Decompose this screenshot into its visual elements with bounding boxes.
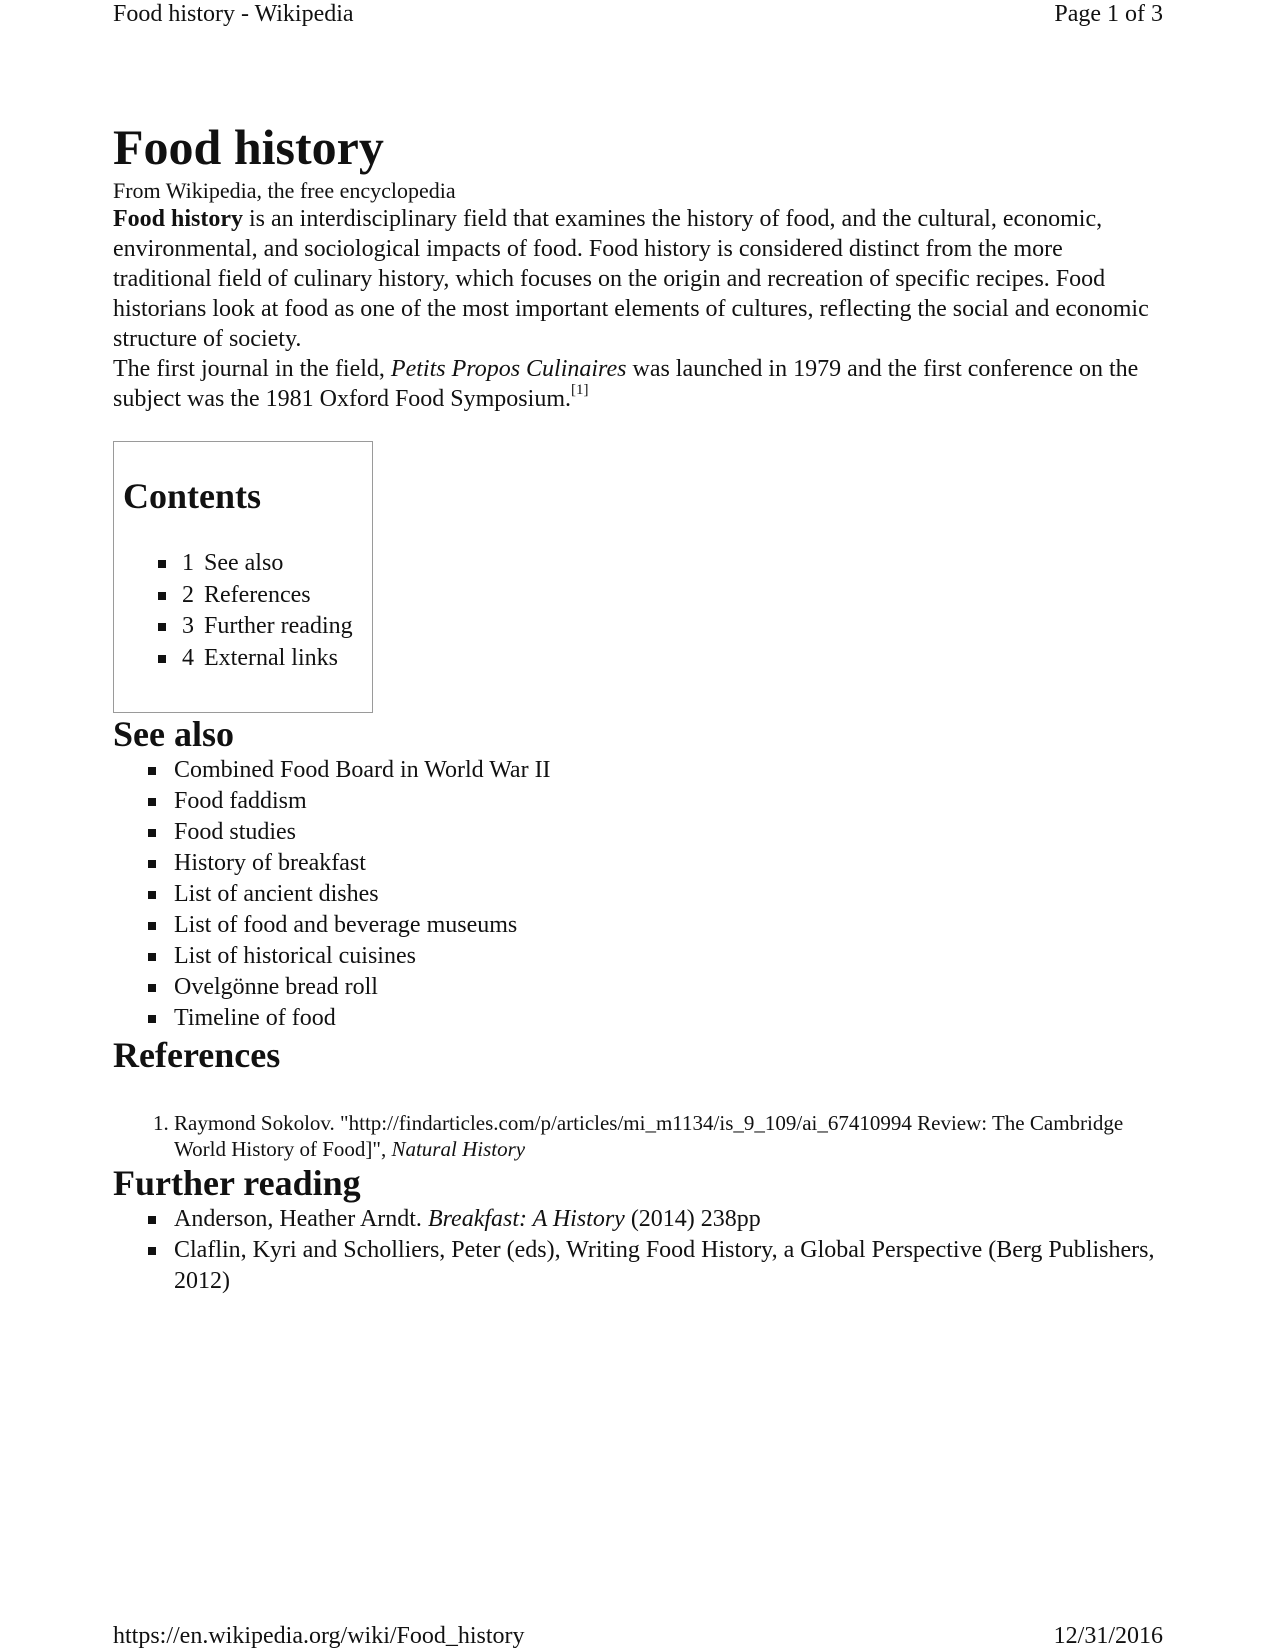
- page-title: Food history: [113, 119, 384, 175]
- reference-text: Raymond Sokolov. "http://findarticles.com/p/articles/mi_m1134/is_9_109/ai_67410994 Review: The Cambridge World History of Food]",: [174, 1111, 1124, 1161]
- toc-title: Contents: [123, 476, 262, 516]
- further-reading-title: Breakfast: A History: [427, 1206, 625, 1232]
- further-reading-item: [148, 1204, 1163, 1235]
- further-reading-item: [148, 1235, 1163, 1297]
- see-also-link[interactable]: History of breakfast: [148, 848, 1163, 879]
- further-reading-details: (2014) 238pp: [624, 1206, 761, 1232]
- table-of-contents: [113, 441, 373, 713]
- see-also-link[interactable]: Food faddism: [148, 786, 1163, 817]
- print-header-page-number: Page 1 of 3: [1054, 1, 1163, 27]
- citation-link[interactable]: [1]: [570, 382, 589, 398]
- toc-item-label: References: [204, 581, 311, 608]
- toc-item-see-also[interactable]: [158, 548, 372, 580]
- toc-item-number: 2: [182, 581, 194, 608]
- toc-item-label: External links: [204, 644, 338, 671]
- toc-item-external-links[interactable]: [158, 643, 372, 675]
- see-also-link[interactable]: Combined Food Board in World War II: [148, 755, 1163, 786]
- toc-item-label: Further reading: [204, 613, 353, 639]
- reference-publication: Natural History: [391, 1137, 526, 1161]
- further-reading-heading: Further reading: [113, 1163, 361, 1203]
- toc-item-label: See also: [204, 550, 284, 576]
- see-also-list: [113, 755, 1163, 1034]
- further-reading-author: Anderson, Heather Arndt.: [174, 1206, 428, 1232]
- see-also-heading: See also: [113, 714, 234, 754]
- see-also-link[interactable]: Food studies: [148, 817, 1163, 848]
- see-also-link[interactable]: List of historical cuisines: [148, 941, 1163, 972]
- print-footer-url: https://en.wikipedia.org/wiki/Food_history: [113, 1623, 525, 1649]
- page-tagline: From Wikipedia, the free encyclopedia: [113, 178, 456, 203]
- journal-text-after: was launched in 1979 and the first conference on the subject was the 1981 Oxford Food Symposium.: [113, 356, 1139, 412]
- see-also-link[interactable]: Ovelgönne bread roll: [148, 972, 1163, 1003]
- toc-list: [123, 548, 372, 674]
- print-header: [113, 0, 1163, 28]
- toc-item-number: 4: [182, 644, 194, 671]
- intro-paragraph: [113, 204, 1163, 354]
- intro-bold-lead: Food history: [113, 206, 244, 232]
- see-also-link[interactable]: Timeline of food: [148, 1003, 1163, 1034]
- toc-item-number: 3: [182, 613, 194, 639]
- references-list: [113, 1110, 1163, 1162]
- print-footer: [113, 1622, 1163, 1650]
- toc-item-number: 1: [182, 550, 194, 576]
- intro-text: is an interdisciplinary field that examines the history of food, and the cultural, economic, environmental, and sociological impacts of food. Food history is considered distinct from the more traditional field of culinary history, which focuses on the origin and recreation of specific recipes. Food historians look at food as one of the most important elements of cultures, reflecting the social and economic structure of society.: [113, 206, 1149, 352]
- print-footer-date: 12/31/2016: [1053, 1623, 1163, 1649]
- journal-text-before: The first journal in the field,: [113, 356, 391, 382]
- see-also-link[interactable]: List of ancient dishes: [148, 879, 1163, 910]
- reference-item: [174, 1110, 1163, 1162]
- print-header-title: Food history - Wikipedia: [113, 1, 354, 27]
- further-reading-list: [113, 1204, 1163, 1297]
- journal-paragraph: [113, 354, 1163, 414]
- toc-item-references[interactable]: [158, 580, 372, 612]
- references-heading: References: [113, 1035, 281, 1075]
- see-also-link[interactable]: List of food and beverage museums: [148, 910, 1163, 941]
- journal-title-link[interactable]: Petits Propos Culinaires: [390, 356, 627, 382]
- toc-item-further-reading[interactable]: [158, 611, 372, 643]
- further-reading-author: Claflin, Kyri and Scholliers, Peter (eds), Writing Food History, a Global Perspective (Berg Publishers, 2012): [174, 1237, 1155, 1294]
- article-content: [113, 118, 1163, 1297]
